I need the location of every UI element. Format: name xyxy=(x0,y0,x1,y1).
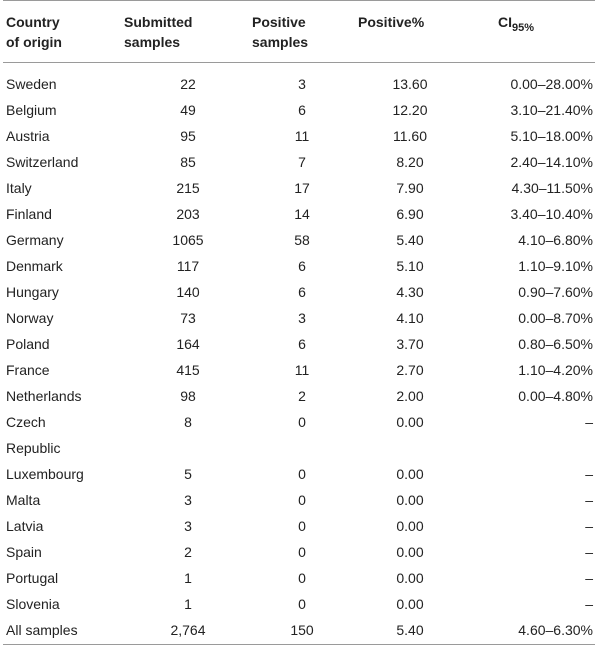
table-row xyxy=(3,487,595,513)
cell-country: Denmark xyxy=(6,258,63,274)
cell-positive-percent: 0.00 xyxy=(396,570,424,586)
table-row xyxy=(3,175,595,201)
cell-country: Austria xyxy=(6,128,50,144)
cell-positive-percent: 4.10 xyxy=(396,310,424,326)
header-positive-percent-label: Positive% xyxy=(358,14,425,30)
cell-positive: 0 xyxy=(298,518,306,534)
cell-submitted: 8 xyxy=(184,414,192,430)
table-row xyxy=(3,513,595,539)
cell-country: Portugal xyxy=(6,570,59,586)
table-row xyxy=(3,279,595,305)
cell-positive: 14 xyxy=(294,206,310,222)
cell-positive: 2 xyxy=(298,388,306,404)
cell-positive: 6 xyxy=(298,284,306,300)
table-row xyxy=(3,331,595,357)
cell-ci: – xyxy=(585,518,593,534)
cell-positive-percent: 12.20 xyxy=(392,102,428,118)
cell-country: Spain xyxy=(6,544,42,560)
cell-country: Sweden xyxy=(6,76,57,92)
cell-submitted: 1 xyxy=(184,596,192,612)
table-row xyxy=(3,409,595,435)
cell-country: Slovenia xyxy=(6,596,60,612)
cell-submitted: 5 xyxy=(184,466,192,482)
cell-positive-percent: 5.10 xyxy=(396,258,424,274)
cell-submitted: 415 xyxy=(176,362,200,378)
cell-positive-percent: 11.60 xyxy=(393,128,427,144)
header-ci-label: CI xyxy=(498,14,512,30)
cell-submitted: 3 xyxy=(184,492,192,508)
cell-positive: 17 xyxy=(294,180,310,196)
header-ci-subscript: 95% xyxy=(512,22,535,34)
cell-positive xyxy=(252,435,352,461)
cell-positive: 11 xyxy=(294,128,310,144)
table-row xyxy=(3,253,595,279)
header-submitted xyxy=(124,1,252,63)
cell-positive-percent: 3.70 xyxy=(396,336,424,352)
cell-country: Hungary xyxy=(6,284,59,300)
cell-positive: 11 xyxy=(294,362,310,378)
cell-submitted: 2 xyxy=(184,544,192,560)
cell-ci: 4.60–6.30% xyxy=(468,617,595,645)
cell-submitted: 3 xyxy=(184,518,192,534)
cell-submitted: 1065 xyxy=(172,232,204,248)
cell-positive-percent: 0.00 xyxy=(396,518,424,534)
table-row xyxy=(3,357,595,383)
table-body xyxy=(3,63,595,645)
cell-ci: 0.00–28.00% xyxy=(510,76,593,92)
cell-submitted: 95 xyxy=(180,128,196,144)
table-header xyxy=(3,1,595,63)
cell-positive-percent: 0.00 xyxy=(396,544,424,560)
cell-submitted: 164 xyxy=(176,336,200,352)
header-submitted-line2: samples xyxy=(124,34,181,50)
cell-ci: – xyxy=(585,544,593,560)
table-row xyxy=(3,591,595,617)
cell-ci: 1.10–4.20% xyxy=(518,362,593,378)
cell-submitted: 2,764 xyxy=(124,617,252,645)
cell-submitted: 85 xyxy=(180,154,196,170)
cell-ci: – xyxy=(585,492,593,508)
cell-submitted: 215 xyxy=(176,180,200,196)
cell-country: Germany xyxy=(6,232,64,248)
cell-positive: 0 xyxy=(298,492,306,508)
cell-positive: 0 xyxy=(298,414,306,430)
cell-country: All samples xyxy=(3,617,124,645)
cell-country: Switzerland xyxy=(6,154,79,170)
cell-positive-percent: 13.60 xyxy=(392,76,428,92)
cell-country: Poland xyxy=(6,336,50,352)
header-country xyxy=(3,1,124,63)
cell-ci: – xyxy=(585,414,593,430)
cell-positive-percent xyxy=(352,435,468,461)
cell-positive-percent: 0.00 xyxy=(396,596,424,612)
header-country-line2: of origin xyxy=(6,34,62,50)
cell-ci: 1.10–9.10% xyxy=(518,258,593,274)
cell-country: Finland xyxy=(6,206,52,222)
cell-ci: 2.40–14.10% xyxy=(510,154,593,170)
header-row xyxy=(3,1,595,63)
cell-country: Norway xyxy=(6,310,54,326)
table-row xyxy=(3,227,595,253)
table-row xyxy=(3,565,595,591)
cell-country: Luxembourg xyxy=(6,466,84,482)
cell-country: Republic xyxy=(6,440,61,456)
cell-country: Netherlands xyxy=(6,388,82,404)
table-row xyxy=(3,435,595,461)
cell-submitted: 98 xyxy=(180,388,196,404)
cell-ci: 4.10–6.80% xyxy=(518,232,593,248)
cell-country: Italy xyxy=(6,180,32,196)
cell-positive-percent: 7.90 xyxy=(396,180,424,196)
cell-positive-percent: 2.00 xyxy=(396,388,424,404)
cell-ci: 4.30–11.50% xyxy=(511,180,593,196)
cell-positive: 150 xyxy=(252,617,352,645)
table-row xyxy=(3,305,595,331)
cell-positive-percent: 0.00 xyxy=(396,492,424,508)
cell-positive-percent: 2.70 xyxy=(396,362,424,378)
cell-country: Czech xyxy=(6,414,46,430)
table-row xyxy=(3,383,595,409)
cell-positive: 7 xyxy=(298,154,306,170)
cell-positive: 6 xyxy=(298,336,306,352)
cell-submitted: 1 xyxy=(184,570,192,586)
cell-submitted: 203 xyxy=(176,206,200,222)
cell-submitted: 140 xyxy=(176,284,200,300)
table-row xyxy=(3,201,595,227)
header-country-line1: Country xyxy=(6,14,60,30)
table-row xyxy=(3,63,595,98)
cell-positive: 58 xyxy=(294,232,310,248)
cell-ci: 3.40–10.40% xyxy=(510,206,593,222)
header-submitted-line1: Submitted xyxy=(124,14,193,30)
cell-submitted: 73 xyxy=(180,310,196,326)
cell-positive-percent: 8.20 xyxy=(396,154,424,170)
cell-positive-percent: 0.00 xyxy=(396,414,424,430)
cell-ci: 0.00–8.70% xyxy=(518,310,593,326)
cell-ci: 3.10–21.40% xyxy=(510,102,593,118)
cell-ci: – xyxy=(585,596,593,612)
cell-positive: 6 xyxy=(298,102,306,118)
cell-positive-percent: 5.40 xyxy=(352,617,468,645)
cell-country: Latvia xyxy=(6,518,44,534)
cell-submitted xyxy=(124,435,252,461)
table-row xyxy=(3,97,595,123)
header-positive-percent xyxy=(352,1,468,63)
cell-ci xyxy=(468,435,595,461)
cell-positive-percent: 4.30 xyxy=(396,284,424,300)
cell-country: Malta xyxy=(6,492,41,508)
cell-positive: 6 xyxy=(298,258,306,274)
table-row xyxy=(3,149,595,175)
cell-positive-percent: 5.40 xyxy=(396,232,424,248)
cell-ci: – xyxy=(585,466,593,482)
header-ci xyxy=(468,1,595,63)
cell-positive-percent: 6.90 xyxy=(396,206,424,222)
cell-positive: 0 xyxy=(298,596,306,612)
header-positive xyxy=(252,1,352,63)
cell-ci: 0.90–7.60% xyxy=(518,284,593,300)
table-row xyxy=(3,123,595,149)
header-positive-line2: samples xyxy=(252,34,309,50)
cell-positive: 0 xyxy=(298,544,306,560)
cell-country: France xyxy=(6,362,50,378)
cell-ci: 5.10–18.00% xyxy=(510,128,593,144)
cell-ci: 0.00–4.80% xyxy=(518,388,593,404)
cell-ci: – xyxy=(585,570,593,586)
cell-positive-percent: 0.00 xyxy=(396,466,424,482)
table-row xyxy=(3,461,595,487)
table-row xyxy=(3,617,595,645)
results-table xyxy=(3,0,595,645)
header-positive-line1: Positive xyxy=(252,14,306,30)
cell-submitted: 49 xyxy=(180,102,196,118)
cell-submitted: 22 xyxy=(180,76,196,92)
cell-ci: 0.80–6.50% xyxy=(518,336,593,352)
cell-positive: 0 xyxy=(298,466,306,482)
cell-positive: 3 xyxy=(298,310,306,326)
cell-positive: 0 xyxy=(298,570,306,586)
cell-country: Belgium xyxy=(6,102,57,118)
cell-positive: 3 xyxy=(298,76,306,92)
cell-submitted: 117 xyxy=(176,258,200,274)
table-row xyxy=(3,539,595,565)
